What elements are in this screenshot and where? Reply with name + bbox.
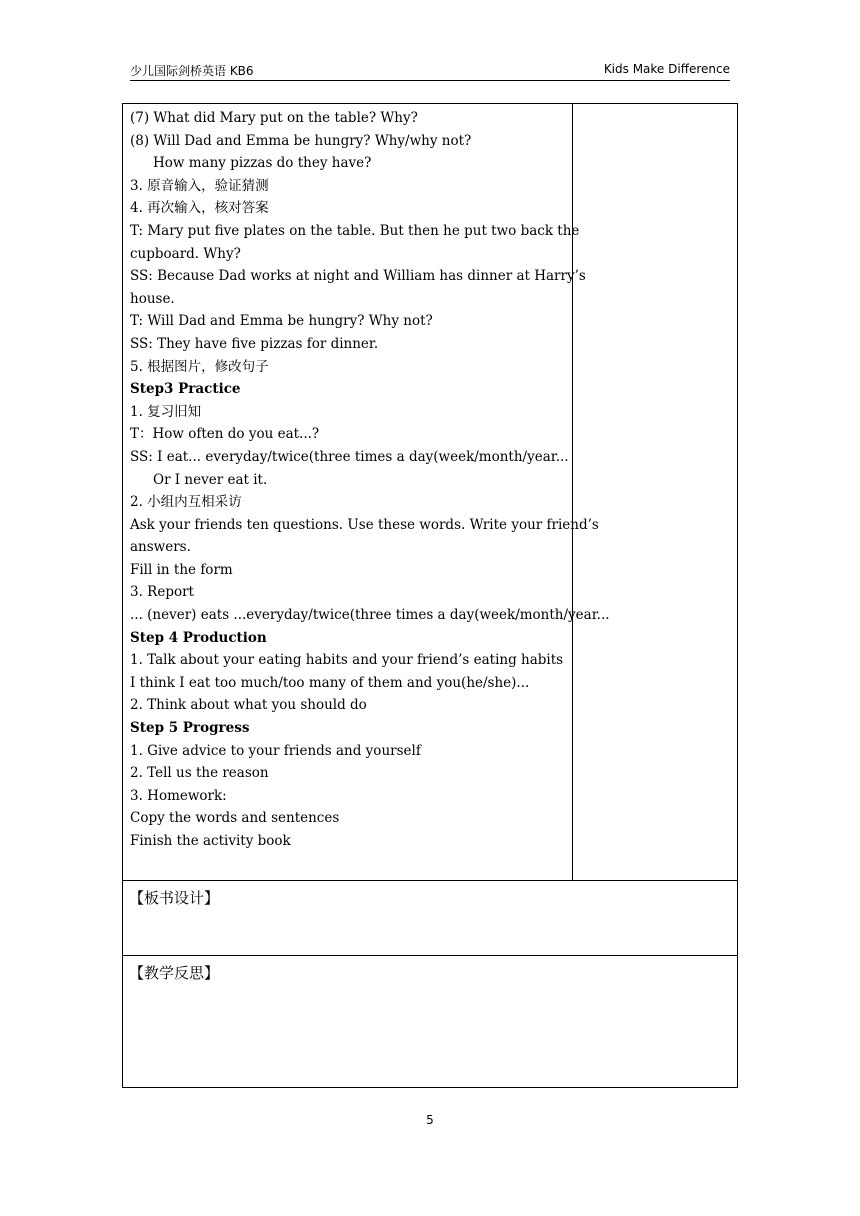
text-line: 1. 复习旧知: [130, 403, 202, 420]
text-line: 3. 原音输入，验证猜测: [130, 177, 269, 194]
procedure-lines: [130, 107, 610, 853]
teaching-procedure-cell: [123, 104, 610, 880]
text-line: 1. Talk about your eating habits and your friend’s eating habits: [130, 652, 564, 669]
text-line: 3. Report: [130, 584, 194, 601]
text-line: Fill in the form: [130, 561, 233, 578]
text-line: cupboard. Why?: [130, 245, 241, 262]
step-heading: Step 4 Production: [130, 629, 267, 646]
text-line: T：How often do you eat...?: [130, 426, 320, 443]
text-line: T: Mary put five plates on the table. But then he put two back the: [130, 222, 580, 239]
text-line: How many pizzas do they have?: [153, 155, 372, 172]
header-left-title: 少儿国际剑桥英语 KB6: [130, 64, 254, 78]
text-line: 2. 小组内互相采访: [130, 494, 242, 511]
step-heading: Step3 Practice: [130, 381, 241, 398]
text-line: answers.: [130, 539, 191, 556]
text-line: Finish the activity book: [130, 833, 291, 849]
text-line: house.: [130, 290, 175, 307]
teaching-procedure-row: [123, 104, 737, 881]
text-line: 1. Give advice to your friends and yourself: [130, 742, 421, 759]
text-line: Copy the words and sentences: [130, 810, 340, 827]
step-heading: Step 5 Progress: [130, 720, 250, 737]
text-line: T: Will Dad and Emma be hungry? Why not?: [130, 313, 433, 330]
text-line: Or I never eat it.: [153, 471, 268, 488]
header-right-title: Kids Make Difference: [603, 62, 730, 76]
text-line: 4. 再次输入，核对答案: [130, 200, 269, 217]
notes-cell: [573, 104, 737, 880]
text-line: (8) Will Dad and Emma be hungry? Why/why not?: [130, 132, 472, 149]
board-design-title: 【板书设计】: [129, 889, 220, 907]
text-line: 2. Think about what you should do: [130, 697, 367, 714]
text-line: 5. 根据图片，修改句子: [130, 358, 269, 375]
page-number: 5: [426, 1113, 434, 1127]
text-line: (7) What did Mary put on the table? Why?: [130, 110, 418, 126]
text-line: 2. Tell us the reason: [130, 765, 269, 782]
lesson-plan-table: [122, 103, 738, 1088]
text-line: 3. Homework:: [130, 787, 227, 804]
text-line: SS: They have five pizzas for dinner.: [130, 335, 379, 352]
reflection-row: [123, 956, 737, 1087]
page-header: [130, 62, 730, 81]
text-line: SS: I eat... everyday/twice(three times a day(week/month/year...: [130, 448, 569, 465]
text-line: ... (never) eats ...everyday/twice(three times a day(week/month/year...: [130, 607, 610, 624]
text-line: I think I eat too much/too many of them and you(he/she)...: [130, 674, 530, 691]
text-line: SS: Because Dad works at night and William has dinner at Harry’s: [130, 268, 586, 285]
reflection-title: 【教学反思】: [129, 964, 220, 982]
text-line: Ask your friends ten questions. Use these words. Write your friend’s: [130, 516, 599, 533]
board-design-row: [123, 881, 737, 956]
